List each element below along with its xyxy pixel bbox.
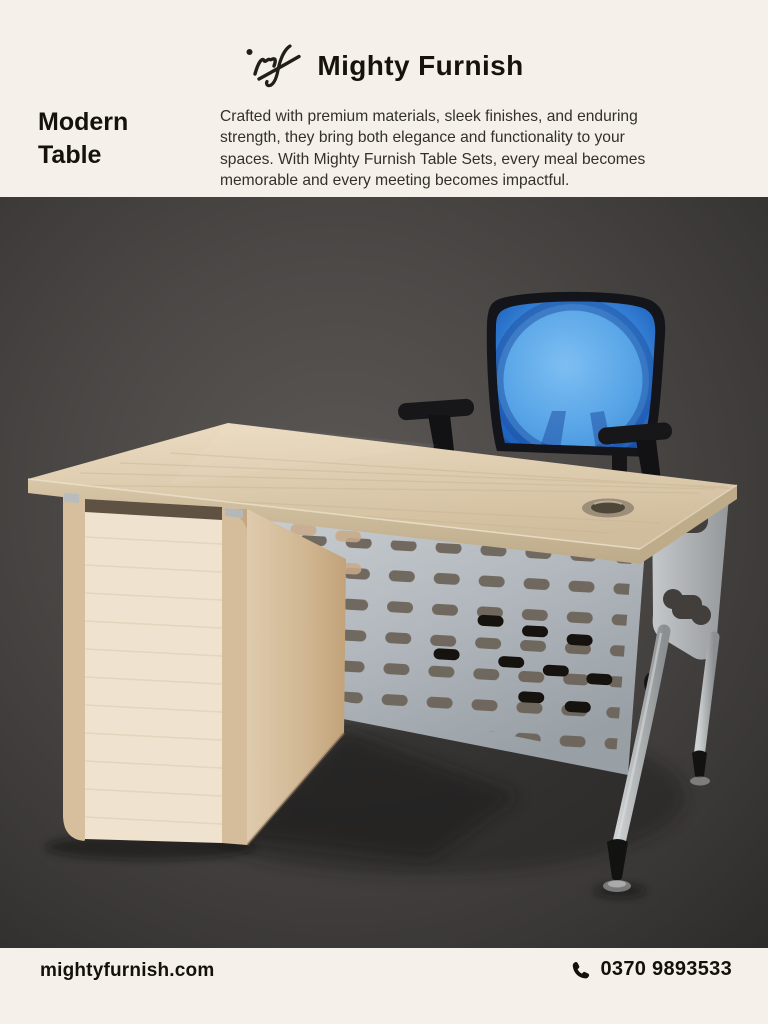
phone-number: 0370 9893533 <box>600 958 732 980</box>
product-photo <box>0 197 768 948</box>
product-description: Crafted with premium materials, sleek finishes, and enduring strength, they bring both elegance and functionality to your spaces. With Mighty Furnish Table Sets, every meal becomes memorable and every meeting becomes impactful. <box>220 108 646 190</box>
product-title: Modern Table <box>38 108 129 169</box>
phone-icon <box>569 960 590 981</box>
grommet-hole <box>582 499 634 518</box>
brand-monogram-icon <box>244 42 304 90</box>
website-url: mightyfurnish.com <box>40 960 215 981</box>
contact-footer <box>0 948 768 1024</box>
brand-name: Mighty Furnish <box>317 50 524 81</box>
phone-block <box>569 958 732 981</box>
brand-header <box>0 42 768 90</box>
tabletop-bracket-left <box>64 493 79 503</box>
